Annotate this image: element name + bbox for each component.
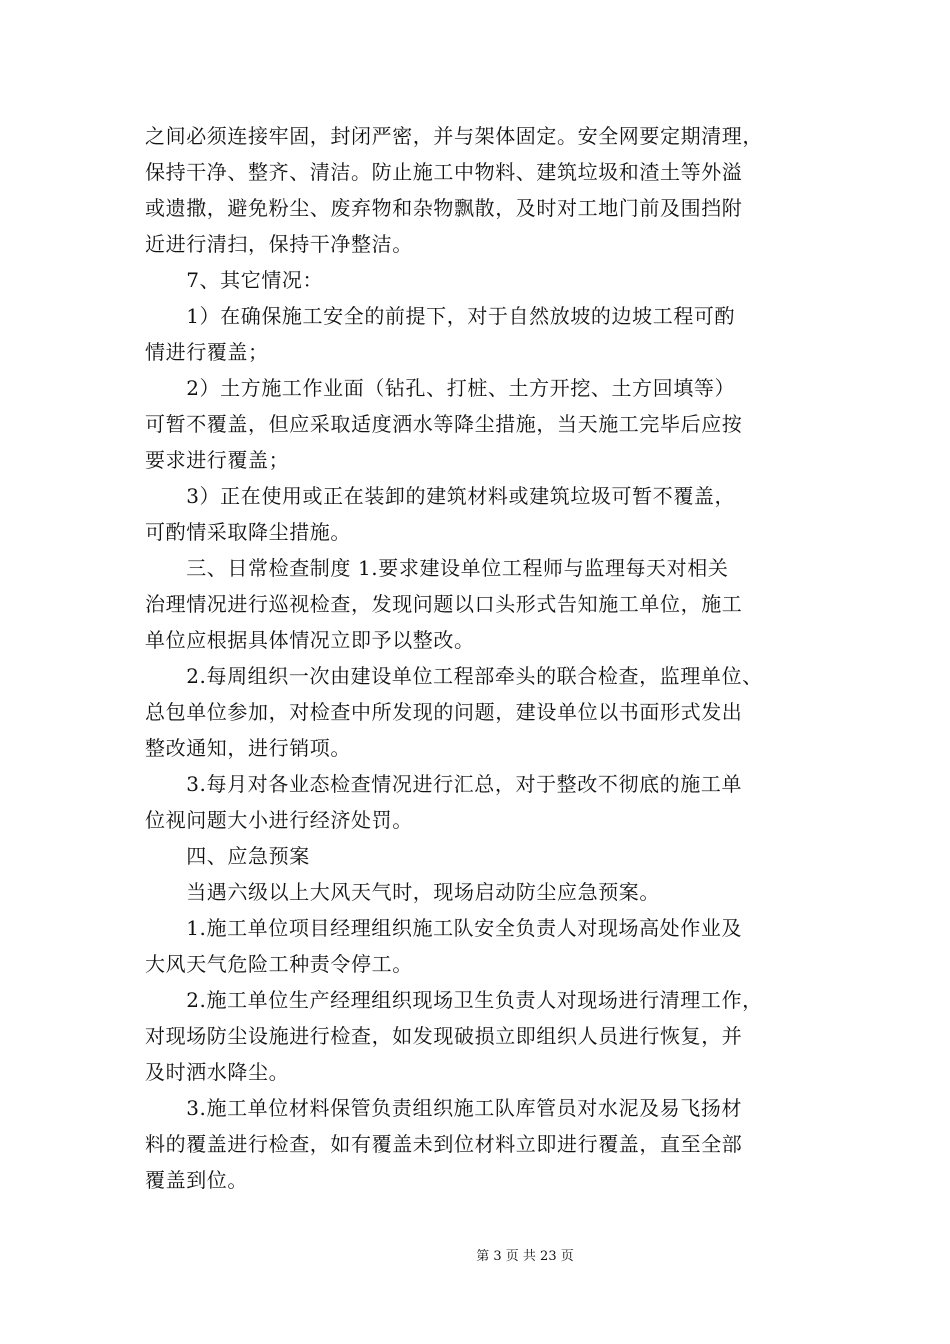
paragraph — [145, 118, 805, 262]
text-line: 位视问题大小进行经济处罚。 — [145, 808, 413, 832]
page-number: 第 3 页 共 23 页 — [476, 1249, 574, 1264]
paragraph — [145, 982, 805, 1090]
text-line: 当遇六级以上大风天气时，现场启动防尘应急预案。 — [145, 880, 660, 904]
text-line: 整改通知，进行销项。 — [145, 736, 351, 760]
paragraph — [145, 766, 805, 838]
paragraph — [145, 1090, 805, 1198]
text-line: 情进行覆盖； — [145, 340, 269, 364]
text-line: 之间必须连接牢固，封闭严密，并与架体固定。安全网要定期清理， — [145, 124, 763, 148]
text-line: 1）在确保施工安全的前提下，对于自然放坡的边坡工程可酌 — [145, 304, 736, 328]
text-line: 近进行清扫，保持干净整洁。 — [145, 232, 413, 256]
text-line: 三、日常检查制度 1.要求建设单位工程师与监理每天对相关 — [145, 556, 729, 580]
text-line: 要求进行覆盖； — [145, 448, 290, 472]
text-line: 四、应急预案 — [145, 844, 310, 868]
paragraph — [145, 874, 805, 910]
text-line: 可酌情采取降尘措施。 — [145, 520, 351, 544]
text-line: 总包单位参加，对检查中所发现的问题，建设单位以书面形式发出 — [145, 700, 743, 724]
text-line: 治理情况进行巡视检查，发现问题以口头形式告知施工单位，施工 — [145, 592, 743, 616]
paragraph — [145, 658, 805, 766]
paragraph — [145, 298, 805, 370]
text-line: 保持干净、整齐、清洁。防止施工中物料、建筑垃圾和渣土等外溢 — [145, 160, 743, 184]
text-line: 料的覆盖进行检查，如有覆盖未到位材料立即进行覆盖，直至全部 — [145, 1132, 743, 1156]
paragraph — [145, 478, 805, 550]
text-line: 2）土方施工作业面（钻孔、打桩、土方开挖、土方回填等） — [145, 376, 736, 400]
text-line: 单位应根据具体情况立即予以整改。 — [145, 628, 475, 652]
text-line: 1.施工单位项目经理组织施工队安全负责人对现场高处作业及 — [145, 916, 743, 940]
text-line: 及时洒水降尘。 — [145, 1060, 290, 1084]
text-line: 7、其它情况： — [145, 268, 324, 292]
paragraph — [145, 838, 805, 874]
text-line: 可暂不覆盖，但应采取适度洒水等降尘措施，当天施工完毕后应按 — [145, 412, 743, 436]
text-line: 大风天气危险工种责令停工。 — [145, 952, 413, 976]
text-line: 2.每周组织一次由建设单位工程部牵头的联合检查，监理单位、 — [145, 664, 763, 688]
text-line: 2.施工单位生产经理组织现场卫生负责人对现场进行清理工作， — [145, 988, 763, 1012]
text-line: 3.每月对各业态检查情况进行汇总，对于整改不彻底的施工单 — [145, 772, 743, 796]
paragraph — [145, 370, 805, 478]
document-body — [145, 118, 805, 1198]
text-line: 覆盖到位。 — [145, 1168, 248, 1192]
text-line: 3.施工单位材料保管负责组织施工队库管员对水泥及易飞扬材 — [145, 1096, 743, 1120]
paragraph — [145, 262, 805, 298]
paragraph — [145, 910, 805, 982]
paragraph — [145, 550, 805, 658]
page-footer — [0, 1248, 950, 1266]
text-line: 或遗撒，避免粉尘、废弃物和杂物飘散，及时对工地门前及围挡附 — [145, 196, 743, 220]
text-line: 对现场防尘设施进行检查，如发现破损立即组织人员进行恢复，并 — [145, 1024, 743, 1048]
text-line: 3）正在使用或正在装卸的建筑材料或建筑垃圾可暂不覆盖， — [145, 484, 736, 508]
